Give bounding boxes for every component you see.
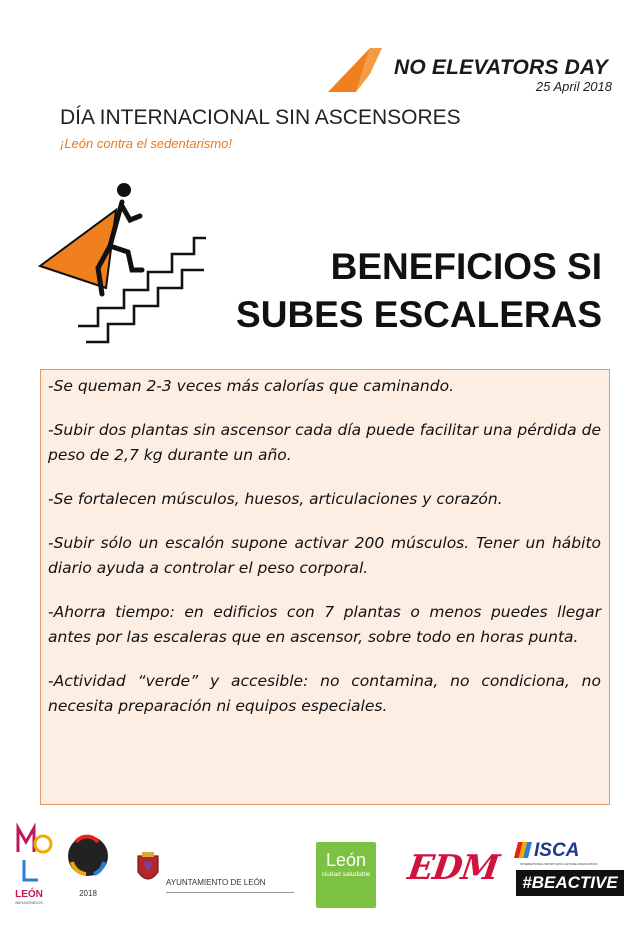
beactive-badge: #BEACTIVE — [516, 870, 624, 896]
benefit-item: -Subir sólo un escalón supone activar 200 músculos. Tener un hábito diario ayuda a controlar el peso corporal. — [48, 534, 601, 577]
page-subtitle: ¡León contra el sedentarismo! — [60, 136, 232, 151]
headline-line-2: SUBES ESCALERAS — [236, 294, 602, 335]
isca-tagline: INTERNATIONAL SPORT AND CULTURE ASSOCIATION — [520, 862, 598, 866]
isca-flag-icon — [514, 842, 532, 858]
benefit-item: -Ahorra tiempo: en edificios con 7 plantas o menos puedes llegar antes por las escaleras que en ascensor, sobre todo en horas punta. — [48, 603, 601, 646]
headline-line-1: BENEFICIOS SI — [330, 246, 602, 287]
brand-date: 25 April 2018 — [535, 79, 612, 94]
benefit-item: -Subir dos plantas sin ascensor cada día puede facilitar una pérdida de peso de 2,7 kg durante un año. — [48, 421, 601, 464]
leon-mol-logo-icon — [14, 822, 56, 884]
headline — [236, 243, 602, 339]
benefits-box — [40, 369, 610, 805]
orange-triangle-logo-icon — [326, 44, 390, 94]
edm-wordmark: EDM — [405, 848, 501, 888]
cegastronomy-year: 2018 — [79, 889, 97, 898]
ayuntamiento-label: AYUNTAMIENTO DE LEÓN — [166, 878, 266, 887]
benefit-item: -Actividad “verde” y accesible: no contamina, no condiciona, no necesita preparación ni equipos especiales. — [48, 672, 601, 715]
leon-logo-word: LEÓN — [15, 889, 43, 900]
ciudad-name: León — [325, 850, 367, 870]
page-title: DÍA INTERNACIONAL SIN ASCENSORES — [60, 106, 461, 129]
ayuntamiento-logo — [136, 852, 296, 898]
benefit-item: -Se queman 2-3 veces más calorías que caminando. — [48, 377, 454, 395]
ayuntamiento-divider — [166, 892, 294, 893]
leon-logo — [14, 822, 56, 908]
leon-ciudad-saludable-logo — [316, 842, 376, 908]
isca-wordmark: ISCA — [534, 840, 580, 861]
gastronomy-capital-logo-icon — [64, 832, 112, 884]
ciudad-tagline: ciudad saludable — [321, 871, 371, 878]
leon-logo-tagline: BIENVENIDOS — [15, 900, 43, 905]
isca-beactive-logo — [516, 840, 628, 910]
no-elevators-day-brand — [326, 42, 626, 98]
cegastronomy-logo — [64, 832, 112, 902]
stair-climber-icon — [36, 176, 212, 356]
brand-title: NO ELEVATORS DAY — [394, 56, 608, 79]
edm-logo — [405, 848, 501, 904]
coat-of-arms-icon — [136, 852, 160, 886]
benefit-item: -Se fortalecen músculos, huesos, articulaciones y corazón. — [48, 490, 503, 508]
